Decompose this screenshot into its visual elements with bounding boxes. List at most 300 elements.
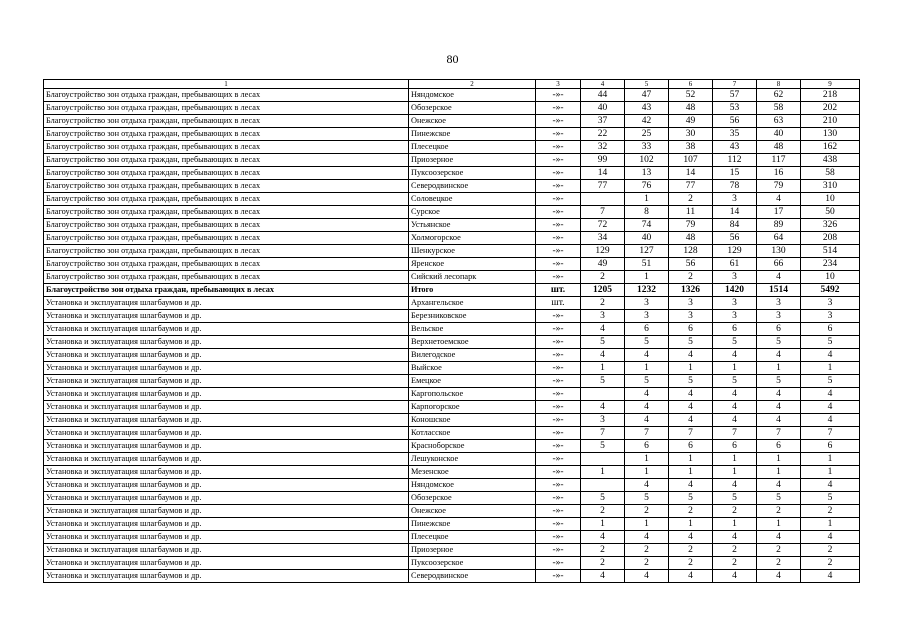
value-cell: 2 [757, 557, 801, 570]
unit-cell: -»- [536, 544, 581, 557]
district-cell: Пинежское [409, 128, 536, 141]
value-cell: 77 [581, 180, 625, 193]
value-cell: 44 [581, 89, 625, 102]
total-cell: 4 [801, 401, 860, 414]
unit-cell: -»- [536, 427, 581, 440]
value-cell: 5 [581, 336, 625, 349]
value-cell: 1 [581, 518, 625, 531]
value-cell: 1 [581, 362, 625, 375]
value-cell: 63 [757, 115, 801, 128]
district-cell: Онежское [409, 115, 536, 128]
value-cell: 48 [669, 232, 713, 245]
total-cell: 5492 [801, 284, 860, 297]
district-cell: Котласское [409, 427, 536, 440]
value-cell: 2 [713, 505, 757, 518]
table-row [44, 557, 860, 570]
value-cell: 49 [669, 115, 713, 128]
value-cell: 4 [625, 414, 669, 427]
value-cell: 37 [581, 115, 625, 128]
value-cell: 66 [757, 258, 801, 271]
value-cell: 6 [757, 323, 801, 336]
total-cell: 514 [801, 245, 860, 258]
unit-cell: -»- [536, 310, 581, 323]
unit-cell: -»- [536, 245, 581, 258]
unit-cell: -»- [536, 258, 581, 271]
value-cell: 61 [713, 258, 757, 271]
page-number: 80 [446, 52, 459, 66]
activity-cell: Установка и эксплуатация шлагбаумов и др. [44, 440, 409, 453]
value-cell: 52 [669, 89, 713, 102]
value-cell: 11 [669, 206, 713, 219]
district-cell: Онежское [409, 505, 536, 518]
value-cell: 7 [625, 427, 669, 440]
district-cell: Устьянское [409, 219, 536, 232]
total-cell: 7 [801, 427, 860, 440]
table-row [44, 518, 860, 531]
value-cell: 5 [669, 492, 713, 505]
district-cell: Вельское [409, 323, 536, 336]
value-cell: 3 [625, 310, 669, 323]
value-cell: 130 [757, 245, 801, 258]
activity-cell: Установка и эксплуатация шлагбаумов и др. [44, 492, 409, 505]
value-cell: 2 [625, 557, 669, 570]
total-cell: 2 [801, 557, 860, 570]
value-cell: 2 [625, 544, 669, 557]
value-cell: 3 [757, 310, 801, 323]
unit-cell: -»- [536, 388, 581, 401]
unit-cell: -»- [536, 349, 581, 362]
district-cell: Верхнетоемское [409, 336, 536, 349]
district-cell: Мезенское [409, 466, 536, 479]
value-cell: 6 [625, 323, 669, 336]
value-cell: 5 [669, 336, 713, 349]
value-cell: 76 [625, 180, 669, 193]
value-cell: 2 [713, 544, 757, 557]
value-cell: 62 [757, 89, 801, 102]
total-cell: 3 [801, 310, 860, 323]
district-cell: Сийский лесопарк [409, 271, 536, 284]
total-cell: 234 [801, 258, 860, 271]
activity-cell: Благоустройство зон отдыха граждан, пребывающих в лесах [44, 128, 409, 141]
unit-cell: -»- [536, 141, 581, 154]
district-cell: Итого [409, 284, 536, 297]
value-cell: 4 [757, 479, 801, 492]
table-row [44, 375, 860, 388]
value-cell: 79 [757, 180, 801, 193]
value-cell: 127 [625, 245, 669, 258]
value-cell: 1326 [669, 284, 713, 297]
activity-cell: Установка и эксплуатация шлагбаумов и др. [44, 427, 409, 440]
table-row [44, 310, 860, 323]
value-cell: 4 [581, 531, 625, 544]
value-cell: 40 [581, 102, 625, 115]
district-cell: Карпогорское [409, 401, 536, 414]
value-cell: 3 [669, 310, 713, 323]
value-cell: 51 [625, 258, 669, 271]
total-cell: 130 [801, 128, 860, 141]
unit-cell: -»- [536, 128, 581, 141]
activity-cell: Установка и эксплуатация шлагбаумов и др. [44, 336, 409, 349]
value-cell: 4 [757, 531, 801, 544]
value-cell: 72 [581, 219, 625, 232]
unit-cell: -»- [536, 362, 581, 375]
value-cell: 102 [625, 154, 669, 167]
value-cell: 4 [581, 570, 625, 583]
value-cell: 99 [581, 154, 625, 167]
value-cell: 1 [669, 453, 713, 466]
value-cell: 4 [757, 414, 801, 427]
value-cell: 6 [713, 323, 757, 336]
total-cell: 1 [801, 453, 860, 466]
value-cell: 5 [581, 375, 625, 388]
value-cell: 1 [625, 271, 669, 284]
value-cell: 2 [581, 297, 625, 310]
value-cell: 4 [757, 401, 801, 414]
activity-cell: Благоустройство зон отдыха граждан, пребывающих в лесах [44, 115, 409, 128]
value-cell: 17 [757, 206, 801, 219]
activity-cell: Благоустройство зон отдыха граждан, пребывающих в лесах [44, 141, 409, 154]
unit-cell: -»- [536, 505, 581, 518]
value-cell: 40 [625, 232, 669, 245]
district-cell: Пинежское [409, 518, 536, 531]
value-cell: 2 [669, 193, 713, 206]
value-cell: 48 [669, 102, 713, 115]
value-cell: 3 [669, 297, 713, 310]
total-cell: 10 [801, 193, 860, 206]
activity-cell: Установка и эксплуатация шлагбаумов и др. [44, 375, 409, 388]
value-cell: 7 [757, 427, 801, 440]
district-cell: Приозерное [409, 154, 536, 167]
value-cell: 89 [757, 219, 801, 232]
value-cell: 79 [669, 219, 713, 232]
value-cell: 77 [669, 180, 713, 193]
table-row [44, 219, 860, 232]
total-cell: 4 [801, 531, 860, 544]
value-cell: 4 [581, 323, 625, 336]
value-cell: 4 [581, 349, 625, 362]
header-cell: 3 [536, 80, 581, 89]
district-cell: Шенкурское [409, 245, 536, 258]
activity-cell: Установка и эксплуатация шлагбаумов и др. [44, 310, 409, 323]
value-cell: 4 [669, 414, 713, 427]
table-row [44, 414, 860, 427]
value-cell: 4 [757, 570, 801, 583]
value-cell: 64 [757, 232, 801, 245]
value-cell: 4 [713, 414, 757, 427]
activity-cell: Установка и эксплуатация шлагбаумов и др. [44, 401, 409, 414]
table-body [44, 89, 860, 583]
unit-cell: -»- [536, 453, 581, 466]
value-cell: 1 [669, 518, 713, 531]
value-cell: 3 [581, 310, 625, 323]
value-cell: 49 [581, 258, 625, 271]
value-cell: 107 [669, 154, 713, 167]
unit-cell: -»- [536, 531, 581, 544]
activity-cell: Благоустройство зон отдыха граждан, пребывающих в лесах [44, 245, 409, 258]
activity-cell: Установка и эксплуатация шлагбаумов и др. [44, 453, 409, 466]
value-cell: 48 [757, 141, 801, 154]
value-cell: 5 [625, 375, 669, 388]
unit-cell: -»- [536, 466, 581, 479]
table-row [44, 115, 860, 128]
total-cell: 438 [801, 154, 860, 167]
value-cell: 15 [713, 167, 757, 180]
table-row [44, 388, 860, 401]
activity-cell: Установка и эксплуатация шлагбаумов и др. [44, 362, 409, 375]
district-cell: Обозерское [409, 492, 536, 505]
district-cell: Березниковское [409, 310, 536, 323]
value-cell: 43 [625, 102, 669, 115]
district-cell: Плесецкое [409, 531, 536, 544]
district-cell: Коношское [409, 414, 536, 427]
value-cell: 22 [581, 128, 625, 141]
table-row [44, 427, 860, 440]
table-row [44, 128, 860, 141]
value-cell: 4 [625, 570, 669, 583]
value-cell: 4 [669, 479, 713, 492]
table-row [44, 440, 860, 453]
value-cell: 1 [713, 466, 757, 479]
value-cell: 4 [625, 349, 669, 362]
district-cell: Пуксоозерское [409, 167, 536, 180]
value-cell: 129 [713, 245, 757, 258]
value-cell: 35 [713, 128, 757, 141]
unit-cell: -»- [536, 89, 581, 102]
value-cell: 4 [625, 531, 669, 544]
district-cell: Северодвинское [409, 570, 536, 583]
value-cell: 56 [713, 232, 757, 245]
activity-cell: Установка и эксплуатация шлагбаумов и др. [44, 531, 409, 544]
header-cell: 5 [625, 80, 669, 89]
value-cell: 1 [757, 453, 801, 466]
district-cell: Няндомское [409, 89, 536, 102]
activity-cell: Благоустройство зон отдыха граждан, пребывающих в лесах [44, 180, 409, 193]
value-cell: 1 [625, 453, 669, 466]
value-cell: 14 [713, 206, 757, 219]
value-cell: 1205 [581, 284, 625, 297]
value-cell: 7 [669, 427, 713, 440]
value-cell: 4 [669, 531, 713, 544]
value-cell: 4 [581, 401, 625, 414]
table-row [44, 258, 860, 271]
activity-cell: Установка и эксплуатация шлагбаумов и др. [44, 297, 409, 310]
unit-cell: -»- [536, 414, 581, 427]
unit-cell: -»- [536, 154, 581, 167]
total-cell: 1 [801, 362, 860, 375]
value-cell: 4 [713, 479, 757, 492]
value-cell: 7 [581, 427, 625, 440]
table-row [44, 167, 860, 180]
value-cell: 3 [581, 414, 625, 427]
activity-cell: Благоустройство зон отдыха граждан, пребывающих в лесах [44, 102, 409, 115]
value-cell: 2 [625, 505, 669, 518]
table-row [44, 89, 860, 102]
value-cell: 34 [581, 232, 625, 245]
value-cell: 1 [625, 362, 669, 375]
unit-cell: -»- [536, 479, 581, 492]
value-cell: 7 [713, 427, 757, 440]
district-cell: Лешуконское [409, 453, 536, 466]
value-cell: 14 [581, 167, 625, 180]
unit-cell: -»- [536, 193, 581, 206]
table-row [44, 232, 860, 245]
value-cell: 6 [625, 440, 669, 453]
unit-cell: -»- [536, 167, 581, 180]
unit-cell: -»- [536, 492, 581, 505]
activity-cell: Установка и эксплуатация шлагбаумов и др. [44, 505, 409, 518]
unit-cell: -»- [536, 401, 581, 414]
value-cell [581, 193, 625, 206]
value-cell: 2 [581, 557, 625, 570]
value-cell: 2 [713, 557, 757, 570]
activity-cell: Благоустройство зон отдыха граждан, пребывающих в лесах [44, 89, 409, 102]
value-cell: 40 [757, 128, 801, 141]
activity-cell: Установка и эксплуатация шлагбаумов и др. [44, 544, 409, 557]
value-cell: 1514 [757, 284, 801, 297]
value-cell: 4 [669, 401, 713, 414]
value-cell: 78 [713, 180, 757, 193]
total-cell: 1 [801, 518, 860, 531]
value-cell: 6 [669, 440, 713, 453]
value-cell: 33 [625, 141, 669, 154]
district-cell: Холмогорское [409, 232, 536, 245]
activity-cell: Благоустройство зон отдыха граждан, пребывающих в лесах [44, 167, 409, 180]
value-cell: 5 [669, 375, 713, 388]
table-row [44, 453, 860, 466]
total-cell: 4 [801, 479, 860, 492]
table-row [44, 180, 860, 193]
unit-cell: -»- [536, 323, 581, 336]
activity-cell: Благоустройство зон отдыха граждан, пребывающих в лесах [44, 154, 409, 167]
value-cell: 47 [625, 89, 669, 102]
value-cell: 25 [625, 128, 669, 141]
activity-cell: Установка и эксплуатация шлагбаумов и др. [44, 414, 409, 427]
table-row [44, 141, 860, 154]
value-cell: 1 [581, 466, 625, 479]
value-cell: 58 [757, 102, 801, 115]
table-row [44, 193, 860, 206]
header-cell: 1 [44, 80, 409, 89]
table-row [44, 102, 860, 115]
total-cell: 202 [801, 102, 860, 115]
district-cell: Архангельское [409, 297, 536, 310]
activity-cell: Установка и эксплуатация шлагбаумов и др. [44, 349, 409, 362]
activity-cell: Благоустройство зон отдыха граждан, пребывающих в лесах [44, 258, 409, 271]
district-cell: Северодвинское [409, 180, 536, 193]
value-cell: 4 [625, 401, 669, 414]
value-cell: 1 [669, 362, 713, 375]
value-cell: 1 [625, 518, 669, 531]
value-cell: 30 [669, 128, 713, 141]
value-cell: 4 [757, 271, 801, 284]
value-cell: 56 [713, 115, 757, 128]
table-row [44, 544, 860, 557]
district-cell: Красноборское [409, 440, 536, 453]
table-row [44, 362, 860, 375]
activity-cell: Благоустройство зон отдыха граждан, пребывающих в лесах [44, 232, 409, 245]
forest-activities-table [43, 79, 860, 583]
value-cell: 5 [757, 336, 801, 349]
value-cell: 5 [625, 336, 669, 349]
district-cell: Соловецкое [409, 193, 536, 206]
total-cell: 6 [801, 323, 860, 336]
value-cell: 4 [757, 388, 801, 401]
header-cell: 6 [669, 80, 713, 89]
unit-cell: -»- [536, 518, 581, 531]
value-cell: 4 [669, 349, 713, 362]
district-cell: Емецкое [409, 375, 536, 388]
table-row [44, 479, 860, 492]
value-cell: 2 [757, 505, 801, 518]
value-cell: 1 [625, 466, 669, 479]
table-row [44, 492, 860, 505]
table-row [44, 349, 860, 362]
district-cell: Выйское [409, 362, 536, 375]
unit-cell: -»- [536, 180, 581, 193]
district-cell: Пуксоозерское [409, 557, 536, 570]
activity-cell: Благоустройство зон отдыха граждан, пребывающих в лесах [44, 219, 409, 232]
value-cell: 112 [713, 154, 757, 167]
value-cell: 128 [669, 245, 713, 258]
district-cell: Няндомское [409, 479, 536, 492]
value-cell: 2 [669, 271, 713, 284]
table-row [44, 401, 860, 414]
value-cell: 4 [713, 531, 757, 544]
unit-cell: -»- [536, 115, 581, 128]
unit-cell: -»- [536, 206, 581, 219]
value-cell: 6 [757, 440, 801, 453]
value-cell: 6 [713, 440, 757, 453]
value-cell: 5 [713, 336, 757, 349]
value-cell: 4 [713, 570, 757, 583]
total-cell: 2 [801, 505, 860, 518]
activity-cell: Установка и эксплуатация шлагбаумов и др. [44, 466, 409, 479]
table-row [44, 206, 860, 219]
value-cell: 1 [713, 518, 757, 531]
unit-cell: -»- [536, 570, 581, 583]
value-cell: 5 [581, 440, 625, 453]
total-cell: 4 [801, 388, 860, 401]
activity-cell: Благоустройство зон отдыха граждан, пребывающих в лесах [44, 284, 409, 297]
activity-cell: Установка и эксплуатация шлагбаумов и др. [44, 323, 409, 336]
header-cell: 9 [801, 80, 860, 89]
value-cell: 4 [625, 388, 669, 401]
value-cell: 56 [669, 258, 713, 271]
total-cell: 326 [801, 219, 860, 232]
unit-cell: -»- [536, 336, 581, 349]
total-cell: 6 [801, 440, 860, 453]
table-row [44, 570, 860, 583]
table-row [44, 323, 860, 336]
value-cell: 4 [757, 193, 801, 206]
value-cell: 38 [669, 141, 713, 154]
value-cell: 4 [669, 388, 713, 401]
district-cell: Вилегодское [409, 349, 536, 362]
value-cell: 2 [669, 557, 713, 570]
value-cell: 1 [757, 362, 801, 375]
value-cell: 4 [757, 349, 801, 362]
value-cell: 1232 [625, 284, 669, 297]
district-cell: Плесецкое [409, 141, 536, 154]
value-cell: 2 [581, 505, 625, 518]
value-cell: 4 [713, 388, 757, 401]
unit-cell: -»- [536, 232, 581, 245]
value-cell: 5 [713, 375, 757, 388]
table-row [44, 297, 860, 310]
header-cell: 8 [757, 80, 801, 89]
header-cell: 4 [581, 80, 625, 89]
value-cell: 32 [581, 141, 625, 154]
